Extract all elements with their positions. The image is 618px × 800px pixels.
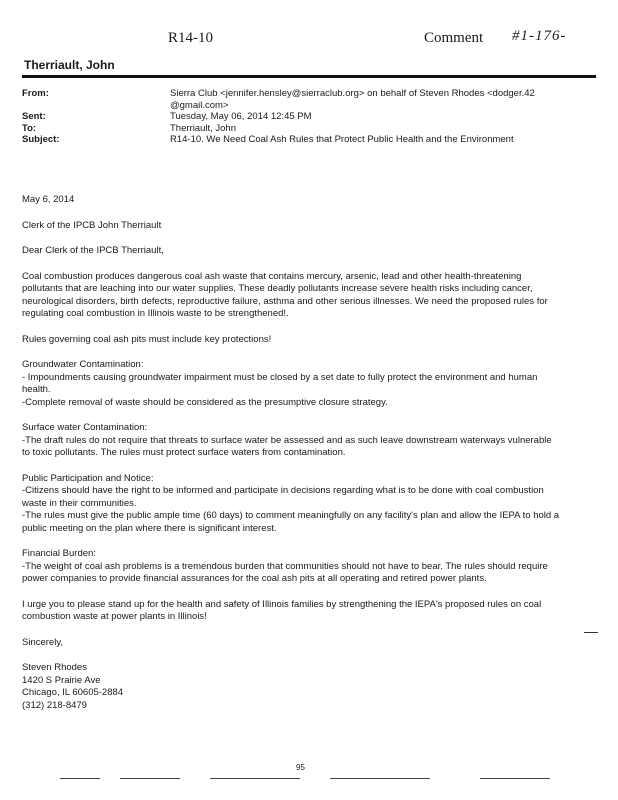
surface-water-section [22, 422, 562, 460]
recipient-name-heading: Therriault, John [24, 58, 115, 72]
meta-subject-row [22, 134, 602, 146]
section-item: -The draft rules do not require that threats to surface water be assessed and as such leave downstream waterways vulnerable to toxic pollutants. The rules must protect surface waters from contamination. [22, 434, 552, 458]
signature-street: 1420 S Prairie Ave [22, 674, 101, 686]
letter-rules-line: Rules governing coal ash pits must include key protections! [22, 333, 272, 345]
meta-label: From: [22, 88, 49, 99]
footer-scan-line [120, 778, 180, 779]
letter-signoff: Sincerely, [22, 636, 64, 648]
footer-scan-line [480, 778, 550, 779]
section-heading: Financial Burden: [22, 548, 96, 559]
meta-to-value: Therriault, John [170, 122, 237, 134]
section-item: -The rules must give the public ample time (60 days) to comment meaningfully on any facility's plan and allow the IEPA to hold a public meeting on the plan where there is significant interest. [22, 510, 560, 534]
signature-city: Chicago, IL 60605-2884 [22, 687, 124, 698]
page-number: 95 [296, 763, 305, 772]
meta-from-value: Sierra Club <jennifer.hensley@sierraclub.org> on behalf of Steven Rhodes <dodger.42 @gmail.com> [170, 88, 535, 111]
public-participation-section [22, 473, 562, 536]
signature-name: Steven Rhodes [22, 662, 87, 673]
comment-label: Comment [424, 30, 484, 46]
meta-sent-row [22, 111, 602, 123]
footer-scan-line [60, 778, 100, 779]
section-item: -The weight of coal ash problems is a tremendous burden that communities should not have to bear. The rules should require power companies to provide financial assurances for the coal ash pits at all operating and retired power plants. [22, 560, 548, 584]
section-heading: Surface water Contamination: [22, 422, 148, 433]
meta-from-row [22, 88, 602, 111]
meta-label: Sent: [22, 111, 46, 122]
meta-sent-value: Tuesday, May 06, 2014 12:45 PM [170, 111, 312, 122]
comment-number: #1-176- [512, 28, 567, 44]
meta-to-row [22, 123, 602, 135]
letter-date: May 6, 2014 [22, 194, 75, 205]
footer-scan-line [210, 778, 300, 779]
meta-label: Subject: [22, 134, 60, 145]
letter-intro: Coal combustion produces dangerous coal ash waste that contains mercury, arsenic, lead and other health-threatening pollutants that are leaching into our water supplies. These deadly pollutants increase severe health risks including cancer, neurological disorders, birth defects, reproductive failure, asthma and other serious illnesses. We need the proposed rules for regulating coal combustion in Illinois waste to be strengthened!. [22, 270, 548, 319]
meta-subject-value: R14-10. We Need Coal Ash Rules that Protect Public Health and the Environment [170, 134, 514, 145]
header-divider [22, 75, 596, 78]
signature-block [22, 662, 562, 712]
email-meta [22, 88, 602, 146]
section-item: - Impoundments causing groundwater impairment must be closed by a set date to fully protect the environment and human health. [22, 371, 538, 395]
letter-salutation: Dear Clerk of the IPCB Therriault, [22, 245, 164, 256]
section-item: -Citizens should have the right to be informed and participate in decisions regarding what is to be done with coal combustion waste in their communities. [22, 485, 544, 509]
document-id: R14-10 [168, 30, 213, 46]
section-heading: Groundwater Contamination: [22, 359, 144, 370]
groundwater-section [22, 359, 562, 409]
letter-to-line: Clerk of the IPCB John Therriault [22, 219, 162, 231]
section-heading: Public Participation and Notice: [22, 472, 154, 484]
signature-phone: (312) 218-8479 [22, 699, 87, 711]
financial-burden-section [22, 548, 562, 586]
meta-label: To: [22, 122, 37, 134]
footer-scan-line [330, 778, 430, 779]
margin-mark [584, 632, 598, 633]
letter-body [22, 194, 562, 712]
letter-closing-paragraph: I urge you to please stand up for the health and safety of Illinois families by strengthening the IEPA's proposed rules on coal combustion waste at power plants in Illinois! [22, 598, 542, 622]
section-item: -Complete removal of waste should be considered as the presumptive closure strategy. [22, 396, 388, 408]
